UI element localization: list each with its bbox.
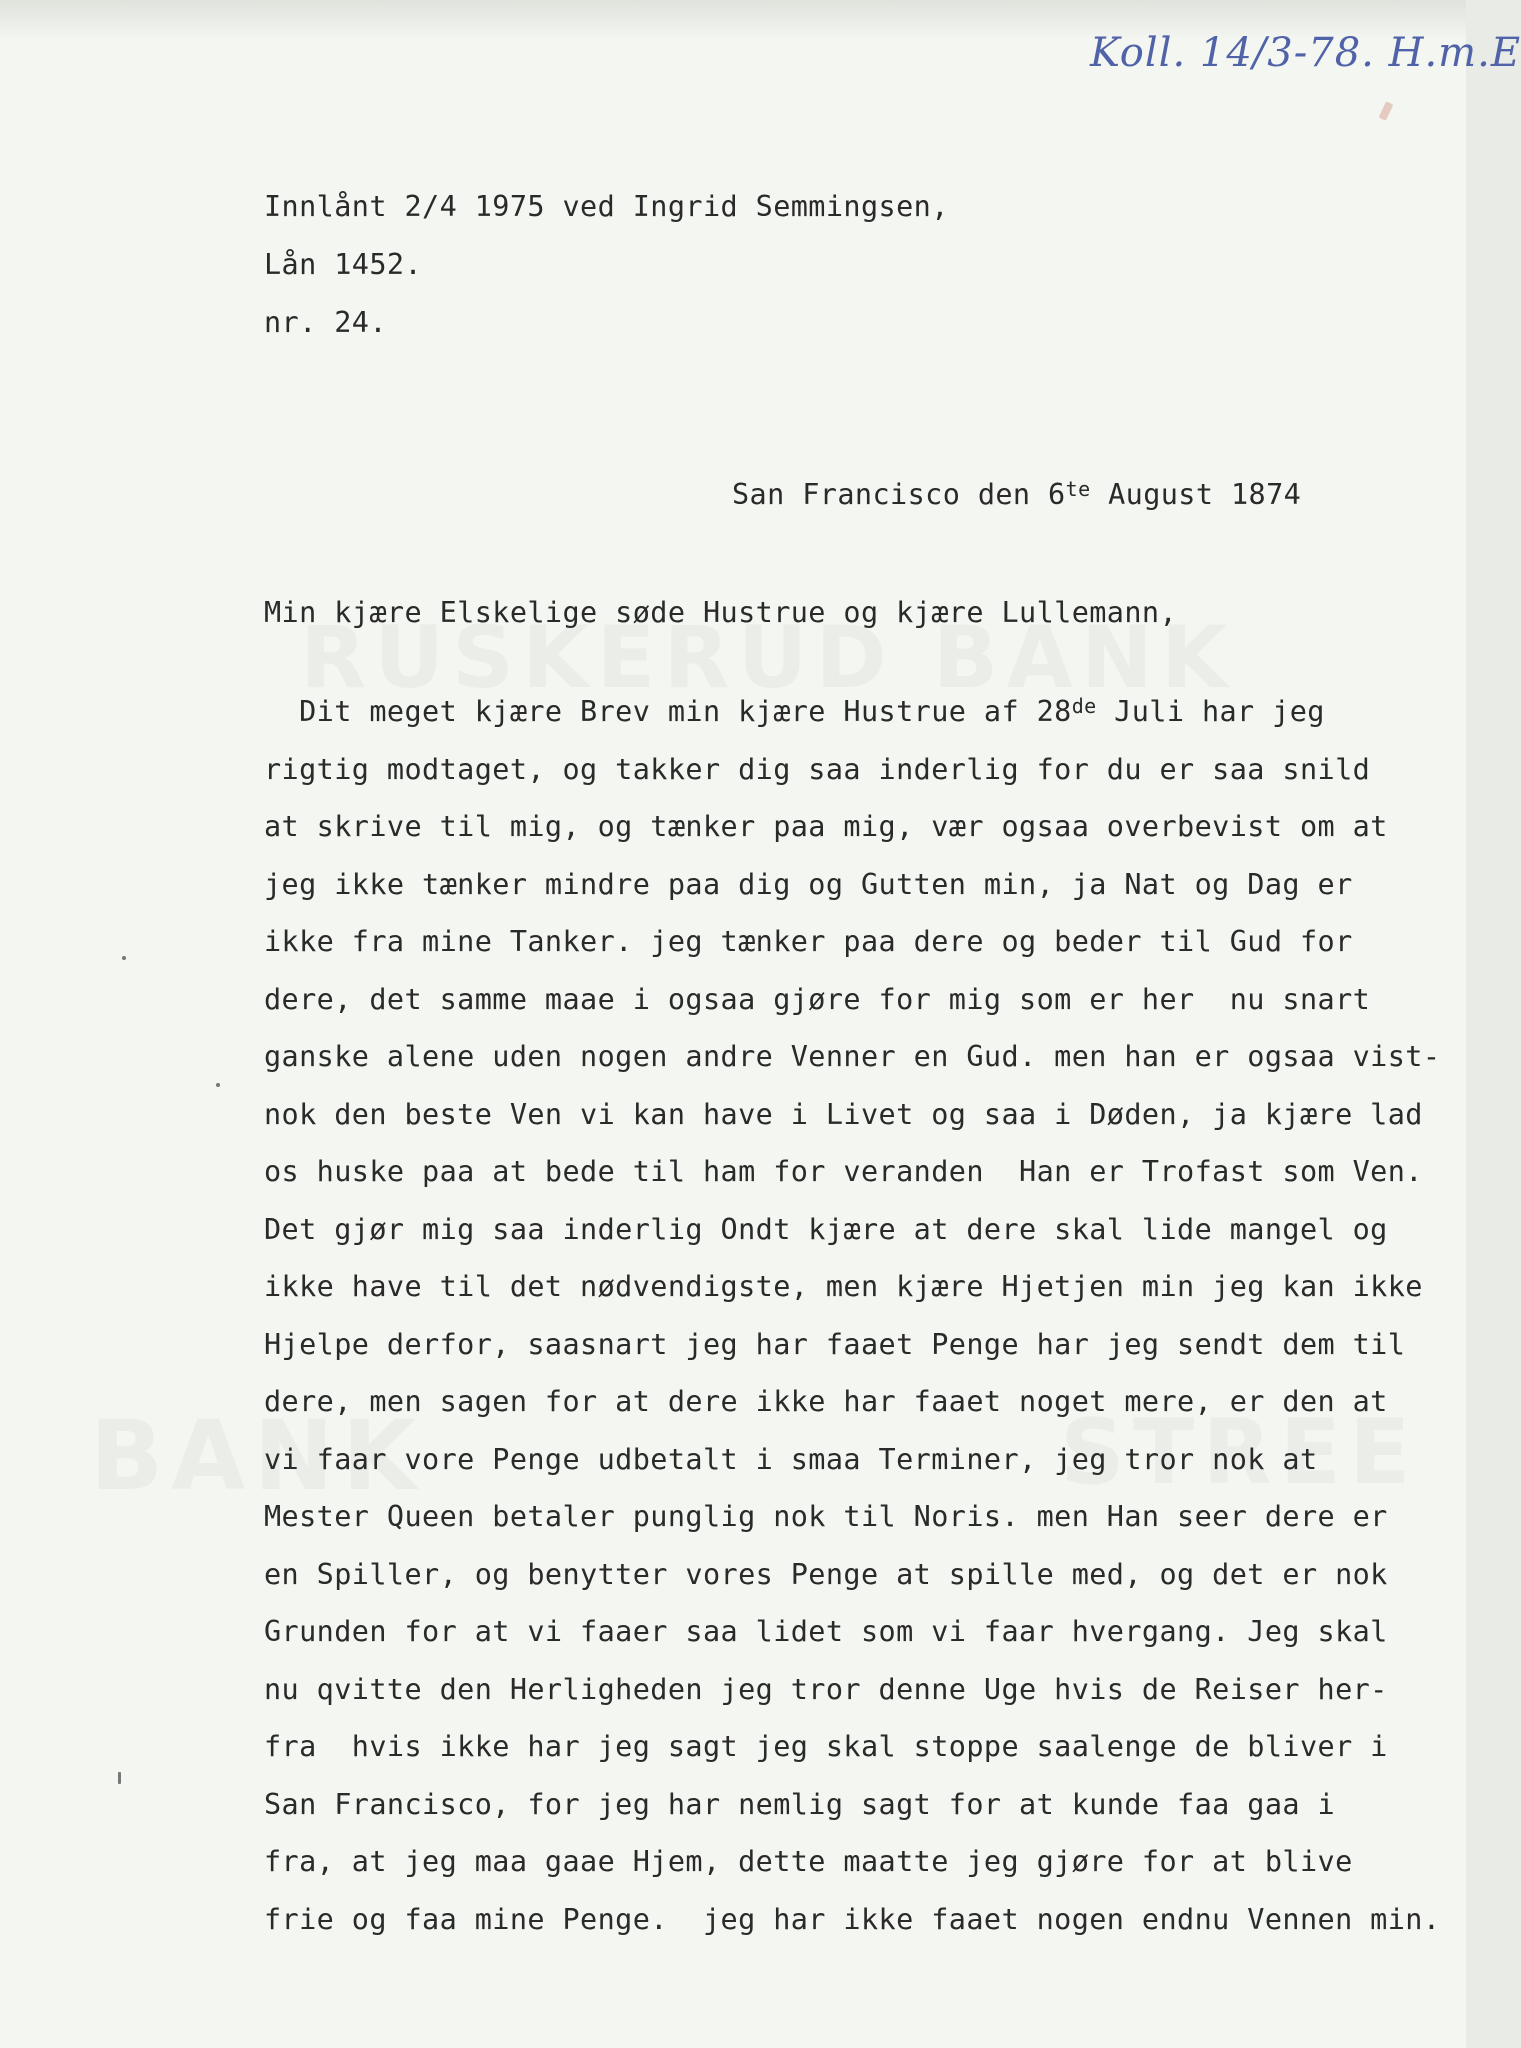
letter-line: nu qvitte den Herligheden jeg tror denne Uge hvis de Reiser her- xyxy=(264,1672,1388,1706)
archive-annotation: Koll. 14/3-78. H.m.E xyxy=(1090,30,1521,76)
letter-line: San Francisco, for jeg har nemlig sagt for at kunde faa gaa i xyxy=(264,1787,1336,1821)
letter-line: fra, at jeg maa gaae Hjem, dette maatte jeg gjøre for at blive xyxy=(264,1845,1353,1878)
letter-line: dere, men sagen for at dere ikke har faaet noget mere, er den at xyxy=(264,1385,1388,1418)
letter-line: en Spiller, og benytter vores Penge at spille med, og det er nok xyxy=(264,1557,1388,1591)
letter-line: nok den beste Ven vi kan have i Livet og saa i Døden, ja kjære lad xyxy=(264,1097,1423,1131)
date-suffix: August 1874 xyxy=(1090,478,1302,511)
letter-line: Det gjør mig saa inderlig Ondt kjære at dere skal lide mangel og xyxy=(264,1212,1388,1246)
loan-number: Lån 1452. xyxy=(264,248,423,281)
letter-line: frie og faa mine Penge. jeg har ikke faaet nogen endnu Vennen min. xyxy=(264,1902,1441,1936)
letter-line: vi faar vore Penge udbetalt i smaa Terminer, jeg tror nok at xyxy=(264,1442,1318,1476)
letter-line: Hjelpe derfor, saasnart jeg har faaet Penge har jeg sendt dem til xyxy=(264,1327,1406,1361)
letter-line: ikke fra mine Tanker. jeg tænker paa dere og beder til Gud for xyxy=(264,925,1353,958)
date-ordinal: te xyxy=(1065,477,1091,501)
letter-line: os huske paa at bede til ham for veranden Han er Trofast som Ven. xyxy=(264,1155,1423,1188)
letter-line xyxy=(264,683,1424,741)
letter-line: ikke have til det nødvendigste, men kjære Hjetjen min jeg kan ikke xyxy=(264,1270,1423,1303)
letter-body xyxy=(264,683,1441,1948)
letter-line: rigtig modtaget, og takker dig saa inderlig for du er saa snild xyxy=(264,752,1371,786)
letter-line: Grunden for at vi faaer saa lidet som vi faar hvergang. Jeg skal xyxy=(264,1615,1388,1648)
paper-mark xyxy=(1379,101,1394,121)
date-prefix: San Francisco den 6 xyxy=(732,478,1066,511)
letter-line: dere, det samme maae i ogsaa gjøre for mig som er her nu snart xyxy=(264,982,1371,1016)
margin-speck xyxy=(122,956,126,960)
letter-line: Mester Queen betaler punglig nok til Noris. men Han seer dere er xyxy=(264,1500,1388,1533)
letter-date xyxy=(732,478,1301,511)
letter-line: ganske alene uden nogen andre Venner en Gud. men han er ogsaa vist- xyxy=(264,1040,1441,1073)
item-number: nr. 24. xyxy=(264,306,387,339)
first-line-start: Dit meget kjære Brev min kjære Hustrue af 28 xyxy=(264,695,1072,728)
letter-line: jeg ikke tænker mindre paa dig og Gutten min, ja Nat og Dag er xyxy=(264,867,1353,901)
first-line-ordinal: de xyxy=(1071,694,1097,718)
letter-line: fra hvis ikke har jeg sagt jeg skal stoppe saalenge de bliver i xyxy=(264,1730,1388,1763)
letter-salutation: Min kjære Elskelige søde Hustrue og kjære Lullemann, xyxy=(264,596,1178,629)
first-line-end: Juli har jeg xyxy=(1096,695,1325,728)
margin-speck xyxy=(216,1083,220,1087)
loan-line: Innlånt 2/4 1975 ved Ingrid Semmingsen, xyxy=(264,190,949,223)
margin-speck xyxy=(118,1772,121,1784)
letter-line: at skrive til mig, og tænker paa mig, vær ogsaa overbevist om at xyxy=(264,810,1388,843)
